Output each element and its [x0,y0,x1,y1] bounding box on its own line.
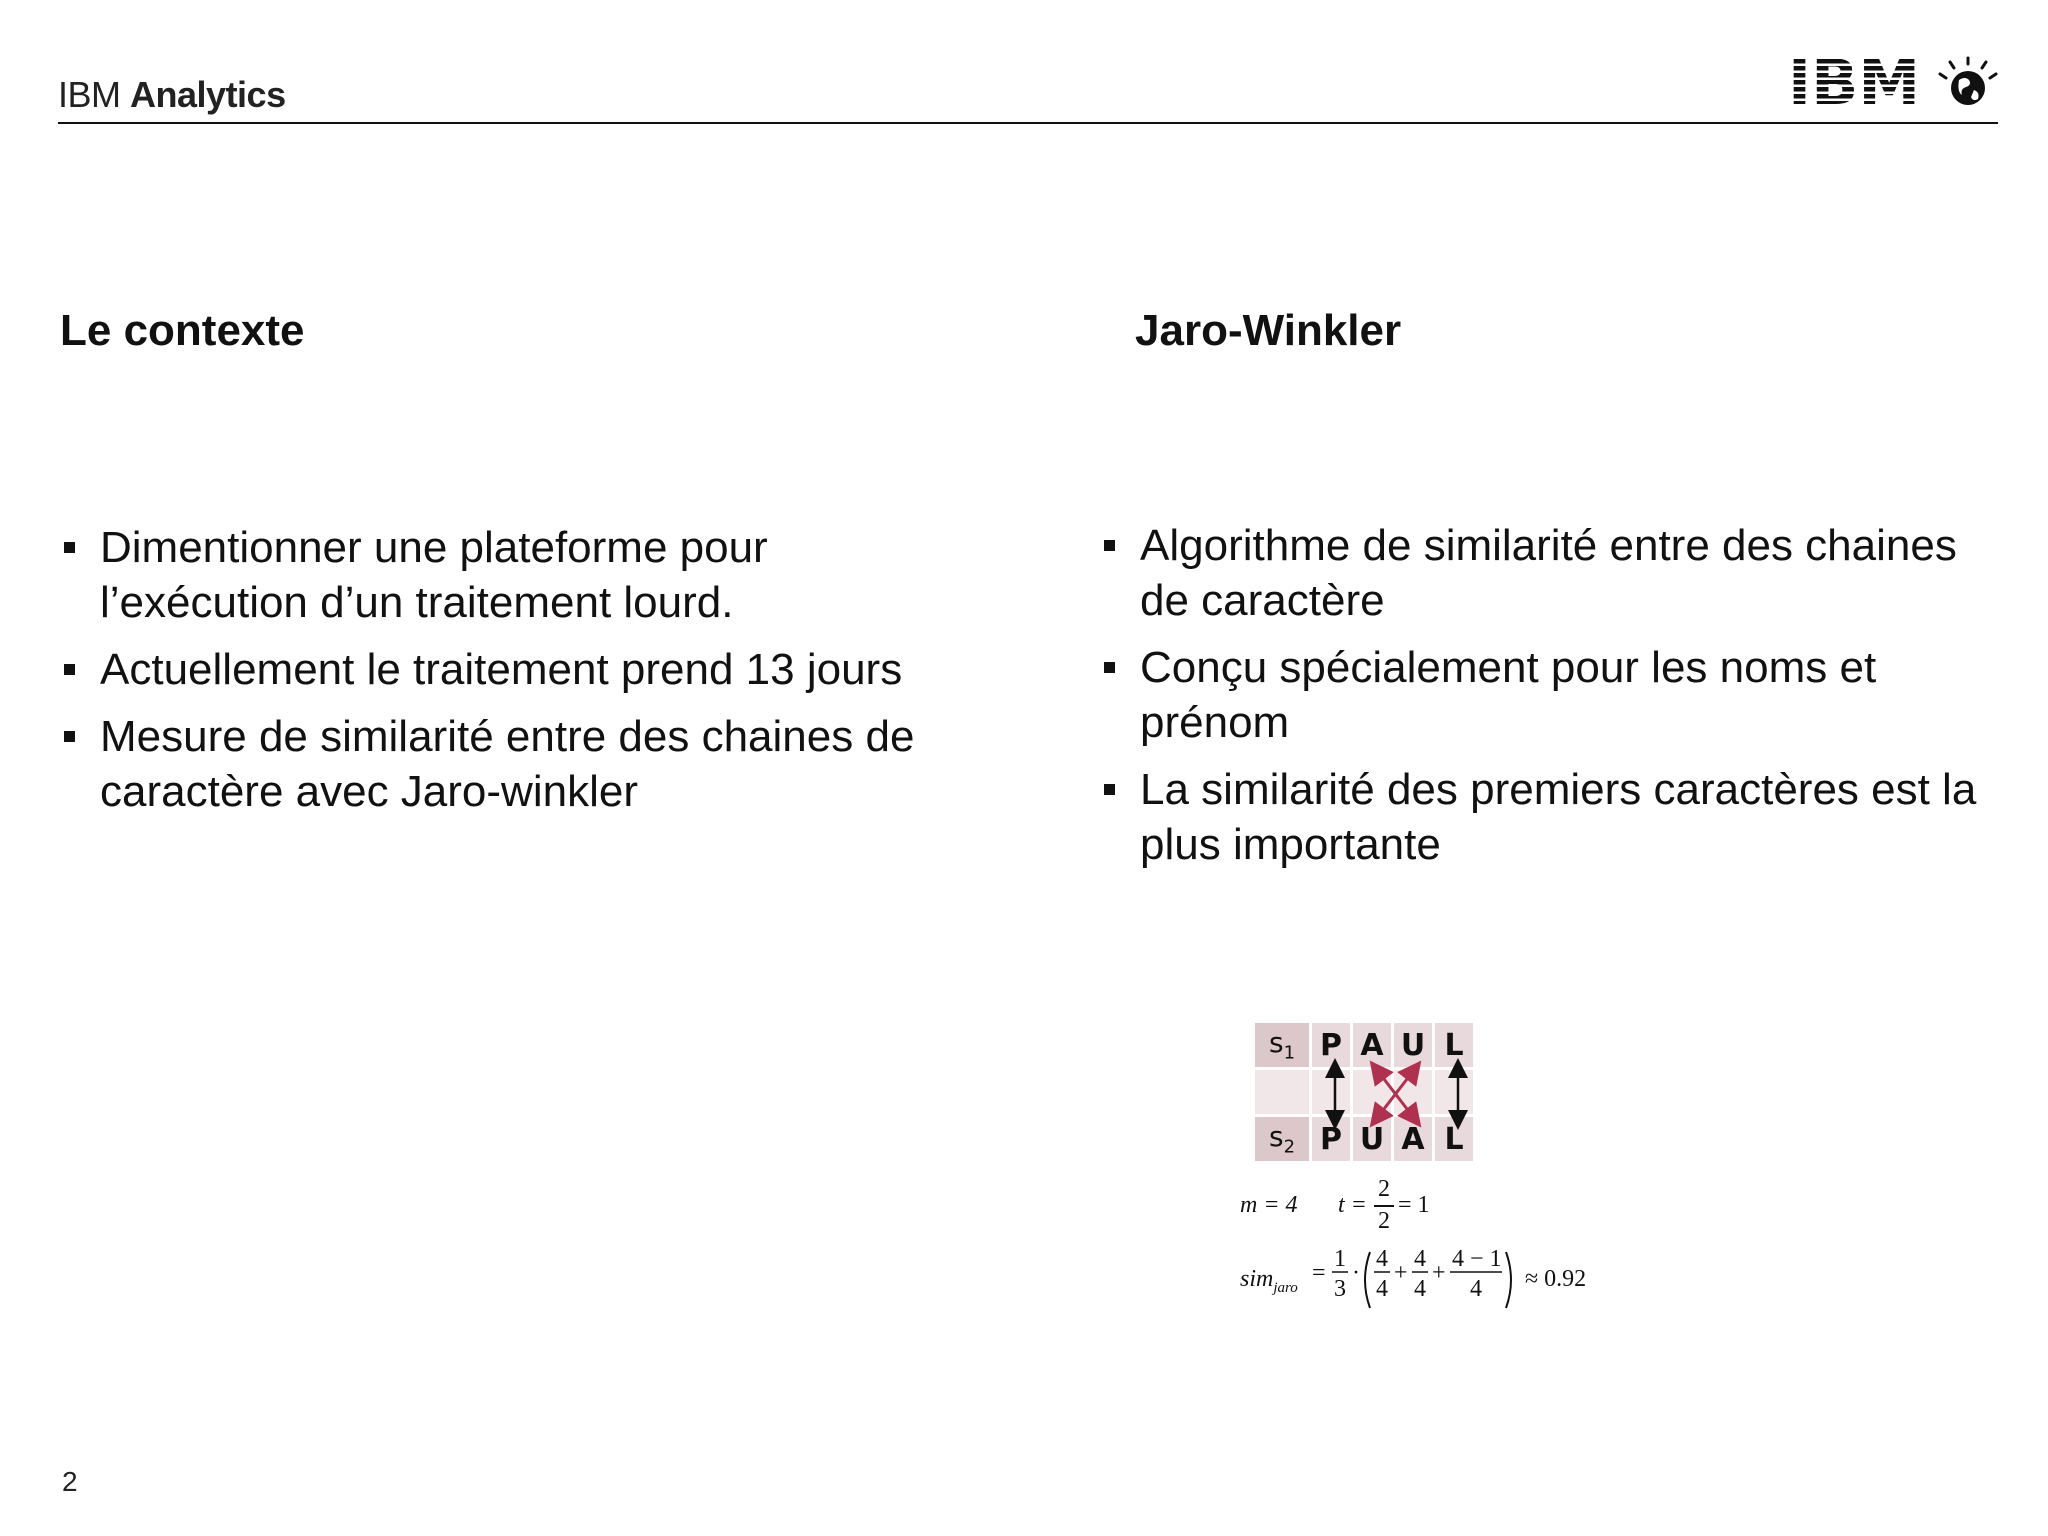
bullet-square-icon [1104,784,1115,795]
bullet-square-icon [64,731,75,742]
svg-text:3: 3 [1334,1276,1346,1302]
list-item: La similarité des premiers caractères est la plus importante [1100,762,2000,872]
bullet-square-icon [1104,540,1115,551]
sim-label: sim$_{jaro}$ [1240,1266,1298,1296]
brand-title [58,74,286,116]
svg-text:·: · [1352,1260,1360,1286]
m-value: m = 4 [1240,1192,1298,1218]
svg-text:4: 4 [1414,1246,1426,1272]
row-label-s1: $s_1$ [1255,1023,1309,1067]
t-result: = 1 [1398,1192,1430,1218]
list-item: Mesure de similarité entre des chaines de caractère avec Jaro-winkler [60,709,960,819]
brand-prefix: IBM [58,74,121,115]
t-denominator: 2 [1378,1208,1390,1234]
sim-result: ≈ 0.92 [1525,1266,1587,1292]
svg-text:+: + [1432,1260,1446,1286]
svg-text:+: + [1394,1260,1408,1286]
svg-text:4 − 1: 4 − 1 [1452,1246,1502,1272]
s1-char: P [1312,1023,1350,1067]
s2-char: P [1312,1117,1350,1161]
svg-text:=: = [1312,1260,1326,1286]
brand-name: Analytics [130,74,286,115]
s1-char: L [1435,1023,1473,1067]
svg-text:4: 4 [1414,1276,1426,1302]
left-bullet-list [60,520,960,831]
bullet-square-icon [64,542,75,553]
t-label: t = [1338,1192,1367,1218]
t-numerator: 2 [1378,1176,1390,1202]
list-item: Conçu spécialement pour les noms et prénom [1100,640,2000,750]
list-item: Algorithme de similarité entre des chaines de caractère [1100,518,2000,628]
right-bullet-list [1100,518,2000,884]
bullet-square-icon [1104,662,1115,673]
globe-icon [1940,58,1996,105]
sim-formula [1312,1246,1522,1326]
left-section-title: Le contexte [60,306,305,355]
s1-char: A [1353,1023,1391,1067]
svg-text:4: 4 [1376,1276,1388,1302]
right-section-title: Jaro-Winkler [1135,306,1402,355]
s2-char: A [1394,1117,1432,1161]
s1-char: U [1394,1023,1432,1067]
list-item: Actuellement le traitement prend 13 jours [60,642,960,697]
list-item: Dimentionner une plateforme pour l’exécution d’un traitement lourd. [60,520,960,630]
ibm-logo-text: IBM [1788,52,1921,114]
s2-char: L [1435,1117,1473,1161]
s2-char: U [1353,1117,1391,1161]
svg-text:4: 4 [1470,1276,1482,1302]
svg-text:1: 1 [1334,1246,1346,1272]
header-divider [58,122,1998,124]
ibm-logo [1788,52,2004,114]
t-fraction-bar [1374,1205,1394,1207]
row-label-s2: $s_2$ [1255,1117,1309,1161]
jaro-example-figure [1240,1020,1600,1340]
page-number: 2 [62,1466,78,1497]
bullet-square-icon [64,664,75,675]
svg-text:4: 4 [1376,1246,1388,1272]
match-arrows [1252,1020,1492,1170]
